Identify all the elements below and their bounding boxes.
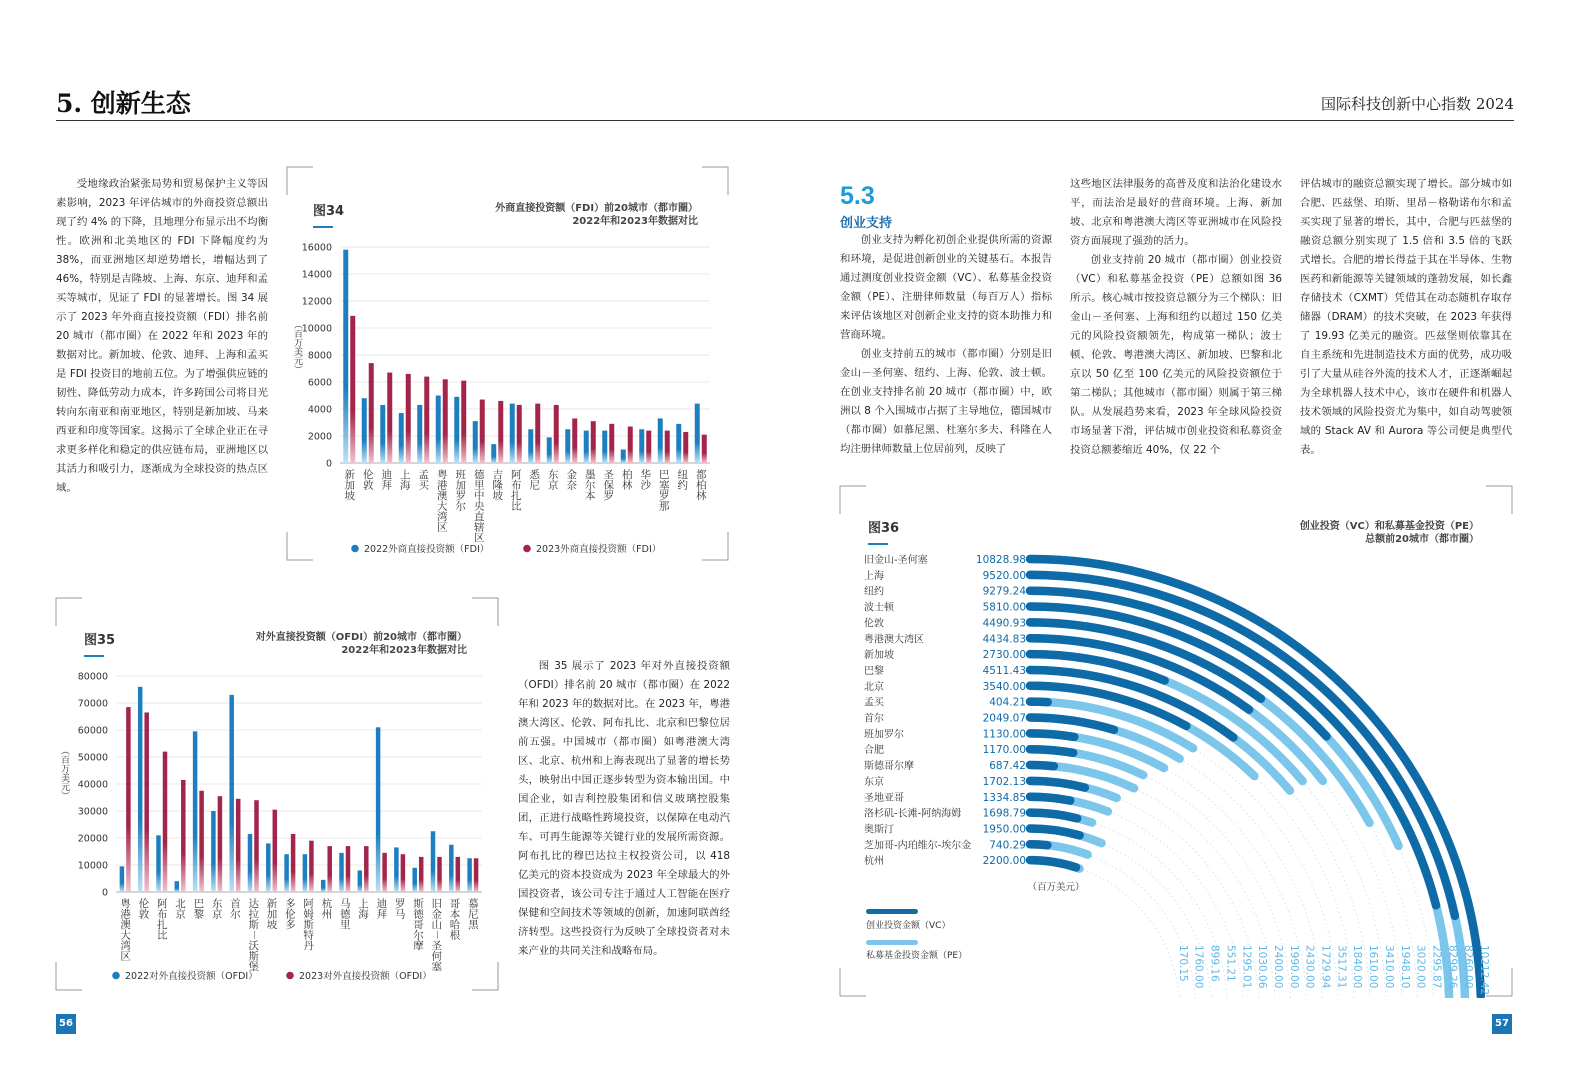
col1-paragraph-2: 创业支持前五的城市（都市圈）分别是旧金山－圣何塞、纽约、上海、伦敦、波士顿。在创业支持排名前 20 城市（都市圈）中，欧洲以 8 个入围城市占据了主导地位，德国城市（都市圈）如慕尼黑、杜塞尔多夫、科隆在人均注册律师数量上位居前列，反映了 <box>840 348 1052 455</box>
y-tick-label: 70000 <box>77 698 108 710</box>
x-category-label: 纽约 <box>676 469 689 490</box>
x-category-label: 新加坡 <box>343 469 356 501</box>
bar-2023-17 <box>665 431 670 463</box>
bar-2022-11 <box>321 880 326 892</box>
bar-2022-15 <box>394 847 399 892</box>
legend-pe-swatch <box>866 940 918 945</box>
pe-value-label: 10212.42 <box>1478 945 1490 996</box>
bar-2022-12 <box>339 853 344 892</box>
figure-34-subtitle: 2022年和2023年数据对比 <box>572 216 698 227</box>
arc-vc-17 <box>1030 828 1080 835</box>
vc-value-label: 4511.43 <box>982 664 1026 677</box>
legend-label: 2023外商直接投资额（FDI） <box>536 544 662 555</box>
city-label: 班加罗尔 <box>864 729 904 741</box>
x-category-label: 多伦多 <box>283 898 296 930</box>
pe-value-label: 8299.26 <box>1446 945 1459 989</box>
vc-value-label: 404.21 <box>989 696 1026 709</box>
y-tick-label: 10000 <box>301 323 332 335</box>
x-category-label: 迪拜 <box>380 469 393 490</box>
x-category-label: 迪拜 <box>375 898 388 919</box>
vc-value-label: 4490.93 <box>982 617 1026 630</box>
pe-value-label: 1990.00 <box>1287 945 1300 989</box>
bar-2022-19 <box>695 404 700 463</box>
pe-value-label: 551.21 <box>1224 945 1237 982</box>
vc-value-label: 5810.00 <box>982 601 1026 614</box>
bar-2023-17 <box>437 857 442 892</box>
figure-36 <box>838 484 1514 998</box>
bar-2023-2 <box>387 373 392 463</box>
report-title: 国际科技创新中心指数 2024 <box>1321 95 1514 113</box>
bar-2023-14 <box>609 424 614 463</box>
arc-vc-16 <box>1030 813 1077 819</box>
page-number-left: 56 <box>56 1014 76 1034</box>
bar-2023-6 <box>236 799 241 892</box>
bar-2022-14 <box>376 727 381 892</box>
x-category-label: 墨尔本 <box>583 469 596 501</box>
ofdi-text <box>518 657 730 961</box>
bar-2023-10 <box>535 404 540 463</box>
bar-2022-15 <box>621 450 626 464</box>
x-category-label: 杭州 <box>320 898 333 919</box>
city-label: 巴黎 <box>864 665 884 677</box>
bar-2023-4 <box>199 791 204 892</box>
bar-2022-18 <box>449 845 454 892</box>
x-category-label: 巴塞罗那 <box>657 469 670 511</box>
bar-2022-0 <box>343 250 348 463</box>
x-category-label: 旧金山－圣何塞 <box>430 898 443 972</box>
bar-2023-15 <box>401 854 406 892</box>
vc-value-label: 1334.85 <box>982 791 1026 804</box>
figure-34 <box>285 165 730 562</box>
text-column-3 <box>1300 175 1512 460</box>
vc-value-label: 4434.83 <box>982 633 1026 646</box>
y-axis-label: （百万美元） <box>292 320 302 374</box>
legend-pe-label: 私募基金投资金额（PE） <box>866 951 968 961</box>
x-category-label: 罗马 <box>393 898 406 919</box>
vc-value-label: 1950.00 <box>982 823 1026 836</box>
bar-2023-0 <box>350 316 355 463</box>
page-number-right: 57 <box>1492 1014 1512 1034</box>
bar-2022-10 <box>528 429 533 463</box>
bar-2023-15 <box>628 427 633 463</box>
bar-2023-9 <box>517 405 522 463</box>
x-category-label: 慕尼黑 <box>466 898 479 930</box>
bar-2022-1 <box>362 398 367 463</box>
bar-2022-4 <box>417 405 422 463</box>
bar-2022-4 <box>193 731 198 892</box>
x-category-label: 新加坡 <box>265 898 278 930</box>
bar-2022-3 <box>399 413 404 463</box>
city-label: 合肥 <box>864 745 884 757</box>
pe-value-label: 899.16 <box>1208 945 1221 982</box>
bar-2022-19 <box>467 858 472 892</box>
vc-value-label: 3540.00 <box>982 680 1026 693</box>
bar-2023-7 <box>480 400 485 463</box>
y-tick-label: 0 <box>101 887 108 899</box>
bar-2023-8 <box>273 810 278 892</box>
bar-2023-1 <box>144 712 149 892</box>
figure-35 <box>54 596 500 992</box>
bar-2022-1 <box>138 687 143 892</box>
bar-2023-2 <box>163 752 168 892</box>
y-tick-label: 12000 <box>301 296 332 308</box>
arc-vc-13 <box>1030 765 1054 766</box>
section-number: 5.3 <box>840 182 875 210</box>
arc-vc-14 <box>1030 781 1085 788</box>
legend-vc-label: 创业投资金额（VC） <box>866 921 951 931</box>
city-label: 旧金山-圣何塞 <box>864 555 928 566</box>
figure-35-subtitle: 2022年和2023年数据对比 <box>341 645 467 656</box>
x-category-label: 巴黎 <box>192 898 205 919</box>
x-category-label: 首尔 <box>228 898 241 919</box>
bar-2023-11 <box>554 405 559 463</box>
city-label: 首尔 <box>864 713 884 725</box>
bar-2022-5 <box>436 396 441 464</box>
bar-2023-6 <box>461 381 466 463</box>
figure-34-label: 图34 <box>313 204 345 219</box>
x-category-label: 东京 <box>210 898 223 919</box>
figure-36-subtitle: 总额前20城市（都市圈） <box>1365 534 1479 545</box>
city-label: 杭州 <box>864 856 884 868</box>
bar-2023-5 <box>443 379 448 463</box>
y-axis-label: （百万美元） <box>59 746 69 800</box>
vc-value-label: 1702.13 <box>982 775 1026 788</box>
x-category-label: 阿布扎比 <box>509 469 522 511</box>
col2-paragraph-1: 这些地区法律服务的高普及度和法治化建设水平，而法治是最好的营商环境。上海、新加坡、北京和粤港澳大湾区等亚洲城市在风险投资方面展现了强劲的活力。 <box>1070 178 1282 247</box>
bar-2022-6 <box>454 397 459 463</box>
header-rule <box>56 120 1514 121</box>
x-category-label: 达拉斯－沃斯堡 <box>247 898 260 972</box>
x-category-label: 德里中央直辖区 <box>472 469 485 543</box>
bar-2022-17 <box>658 418 663 463</box>
legend-label: 2022外商直接投资额（FDI） <box>364 544 490 555</box>
x-category-label: 马德里 <box>338 898 351 930</box>
x-category-label: 孟买 <box>417 469 430 490</box>
pe-value-label: 3020.00 <box>1414 945 1427 989</box>
bar-2022-6 <box>229 695 234 892</box>
pe-value-label: 2295.87 <box>1430 945 1443 989</box>
bar-2023-3 <box>181 780 186 892</box>
y-tick-label: 14000 <box>301 269 332 281</box>
city-label: 孟买 <box>864 697 884 709</box>
bar-2023-11 <box>327 846 332 892</box>
city-label: 北京 <box>864 681 884 693</box>
city-label: 粤港澳大湾区 <box>864 634 924 646</box>
legend-dot <box>286 972 294 980</box>
bar-2022-8 <box>491 444 496 463</box>
bar-2022-18 <box>676 424 681 463</box>
x-category-label: 东京 <box>546 469 559 490</box>
bar-2022-16 <box>639 429 644 463</box>
legend-label: 2023对外直接投资额（OFDI） <box>299 971 432 982</box>
bar-2023-19 <box>702 435 707 463</box>
y-tick-label: 30000 <box>77 806 108 818</box>
legend-dot <box>351 545 359 553</box>
x-category-label: 悉尼 <box>528 469 541 490</box>
pe-value-label: 1729.94 <box>1319 945 1332 989</box>
pe-value-label: 2430.00 <box>1303 945 1316 989</box>
pe-value-label: 3410.00 <box>1382 945 1395 989</box>
text-column-2 <box>1070 175 1282 460</box>
bar-2023-18 <box>456 857 461 892</box>
x-category-label: 哥本哈根 <box>448 898 461 940</box>
bar-2022-16 <box>412 868 417 892</box>
y-tick-label: 4000 <box>307 404 332 416</box>
bar-2022-2 <box>156 835 161 892</box>
vc-value-label: 2049.07 <box>982 712 1026 725</box>
arc-vc-11 <box>1030 733 1074 737</box>
x-category-label: 北京 <box>174 898 187 919</box>
bar-2022-12 <box>565 429 570 463</box>
city-label: 奥斯汀 <box>864 824 894 836</box>
bar-2023-12 <box>346 846 351 892</box>
city-label: 洛杉矶-长滩-阿纳海姆 <box>864 808 962 820</box>
arc-vc-9 <box>1030 702 1048 703</box>
x-category-label: 上海 <box>398 469 411 490</box>
bar-2022-17 <box>431 831 436 892</box>
vc-value-label: 9279.24 <box>982 585 1026 598</box>
bar-2023-13 <box>591 421 596 463</box>
x-category-label: 柏林 <box>620 469 633 490</box>
bar-2023-0 <box>126 707 130 892</box>
x-category-label: 金奈 <box>565 469 578 490</box>
figure-36-label: 图36 <box>868 521 900 536</box>
city-label: 斯德哥尔摩 <box>864 761 914 773</box>
x-category-label: 粤港澳大湾区 <box>119 898 132 961</box>
y-tick-label: 50000 <box>77 752 108 764</box>
pe-value-label: 1760.00 <box>1192 945 1205 989</box>
bar-2023-9 <box>291 834 296 892</box>
arc-vc-18 <box>1030 844 1047 845</box>
y-tick-label: 60000 <box>77 725 108 737</box>
col2-paragraph-2: 创业支持前 20 城市（都市圈）创业投资（VC）和私募基金投资（PE）总额如图 36 所示。核心城市按投资总额分为三个梯队：旧金山－圣何塞、上海和纽约以超过 150 亿美元的风险投资额领先，构成第一梯队；波士顿、伦敦、粤港澳大湾区、新加坡、巴黎和北京以 50 亿至 100 亿美元的风险投资额位于第二梯队；其他城市（都市圈）则属于第三梯队。从发展趋势来看，2023 年全球风险投资市场显著下滑，评估城市创业投资和私募资金投资总额萎缩近 40%，仅 22 个 <box>1070 254 1282 456</box>
y-tick-label: 0 <box>325 458 332 470</box>
bar-2023-7 <box>254 800 259 892</box>
bar-2022-2 <box>380 405 385 463</box>
x-category-label: 圣保罗 <box>602 469 615 501</box>
arc-vc-15 <box>1030 797 1070 801</box>
vc-value-label: 2730.00 <box>982 649 1026 662</box>
bar-2023-16 <box>646 431 651 463</box>
city-label: 芝加哥-内珀维尔-埃尔金 <box>864 840 972 852</box>
vc-value-label: 2200.00 <box>982 855 1026 868</box>
vc-value-label: 9520.00 <box>982 569 1026 582</box>
legend-dot <box>112 972 120 980</box>
pe-value-label: 170.15 <box>1176 945 1189 982</box>
x-category-label: 都柏林 <box>694 469 707 501</box>
pe-value-label: 2400.00 <box>1271 945 1284 989</box>
chapter-title: 5. 创新生态 <box>56 89 191 118</box>
x-category-label: 吉隆坡 <box>491 469 504 501</box>
x-category-label: 华沙 <box>639 469 652 490</box>
arc-vc-12 <box>1030 749 1073 753</box>
bar-2022-14 <box>602 431 607 463</box>
bar-2022-11 <box>547 437 552 463</box>
x-category-label: 阿姆斯特丹 <box>302 898 315 951</box>
bar-2022-13 <box>358 870 363 892</box>
bar-2023-19 <box>474 858 479 892</box>
bar-2023-10 <box>309 841 314 892</box>
city-label: 纽约 <box>864 586 884 598</box>
bar-2023-14 <box>382 853 387 892</box>
figure-36-unit: （百万美元） <box>1027 882 1085 893</box>
city-label: 圣地亚哥 <box>864 792 904 804</box>
city-label: 上海 <box>864 570 884 582</box>
y-tick-label: 6000 <box>307 377 332 389</box>
bar-2023-16 <box>419 857 424 892</box>
pe-value-label: 8260.00 <box>1462 945 1475 989</box>
figure-35-title: 对外直接投资额（OFDI）前20城市（都市圈） <box>255 632 467 643</box>
x-category-label: 斯德哥尔摩 <box>411 898 424 951</box>
bar-2023-4 <box>424 377 429 463</box>
section-title: 创业支持 <box>840 216 893 231</box>
bar-2023-3 <box>406 374 411 463</box>
pe-value-label: 3517.31 <box>1335 945 1348 989</box>
legend-vc-swatch <box>866 909 918 914</box>
col3-paragraph-1: 评估城市的融资总额实现了增长。部分城市如合肥、匹兹堡、珀斯、里昂－格勒诺布尔和孟买实现了显著的增长，其中，合肥与匹兹堡的融资总额分别实现了 1.5 倍和 3.5 倍的飞跃式增长。合肥的增长得益于其在半导体、生物医药和新能源等关键领域的蓬勃发展，如长鑫存储技术（CXMT）凭借其在动态随机存取存储器（DRAM）的技术突破，在 2023 年获得了 19.93 亿美元的融资。匹兹堡则依靠其在自主系统和先进制造技术方面的优势，成功吸引了大量从硅谷外流的技术人才，正逐渐崛起为全球机器人技术中心，该市在硬件和机器人技术领域的风险投资尤为集中，如自动驾驶领域的 Stack AV 和 Aurora 等公司便是典型代表。 <box>1300 178 1512 456</box>
bar-2023-1 <box>369 363 374 463</box>
x-category-label: 伦敦 <box>361 469 374 490</box>
bar-2022-7 <box>248 834 253 892</box>
bar-2022-9 <box>284 854 289 892</box>
y-tick-label: 80000 <box>77 671 108 683</box>
bar-2023-13 <box>364 846 369 892</box>
bar-2023-12 <box>572 418 577 463</box>
x-category-label: 班加罗尔 <box>454 469 467 511</box>
bar-2022-10 <box>303 854 308 892</box>
x-category-label: 阿布扎比 <box>155 898 168 940</box>
pe-value-label: 1295.01 <box>1240 945 1253 989</box>
bar-2023-5 <box>218 796 223 892</box>
y-tick-label: 40000 <box>77 779 108 791</box>
bar-2023-18 <box>683 432 688 463</box>
arc-track <box>1030 844 1196 998</box>
x-category-label: 粤港澳大湾区 <box>435 469 448 532</box>
y-tick-label: 16000 <box>301 242 332 254</box>
y-tick-label: 8000 <box>307 350 332 362</box>
bar-2022-9 <box>510 404 515 463</box>
y-tick-label: 20000 <box>77 833 108 845</box>
legend-dot <box>523 545 531 553</box>
x-category-label: 伦敦 <box>137 898 150 919</box>
bar-2022-7 <box>473 421 478 463</box>
vc-value-label: 1170.00 <box>982 744 1026 757</box>
arc-vc-10 <box>1030 718 1114 730</box>
vc-value-label: 10828.98 <box>975 554 1026 566</box>
pe-value-label: 1610.00 <box>1367 945 1380 989</box>
text-column-1 <box>840 231 1052 459</box>
city-label: 新加坡 <box>864 650 894 662</box>
arc-vc-19 <box>1030 860 1076 867</box>
bar-2022-0 <box>120 866 125 892</box>
pe-value-label: 1030.06 <box>1256 945 1269 989</box>
city-label: 东京 <box>864 776 884 788</box>
pe-value-label: 1948.10 <box>1398 945 1411 989</box>
city-label: 波士顿 <box>864 602 894 614</box>
bar-2022-3 <box>175 881 180 892</box>
bar-2022-5 <box>211 811 216 892</box>
legend-label: 2022对外直接投资额（OFDI） <box>125 971 258 982</box>
vc-value-label: 1130.00 <box>982 728 1026 741</box>
fdi-intro-text <box>56 175 268 498</box>
vc-value-label: 1698.79 <box>982 807 1026 820</box>
figure-34-title: 外商直接投资额（FDI）前20城市（都市圈） <box>495 203 698 214</box>
city-label: 伦敦 <box>864 618 884 630</box>
figure-36-title: 创业投资（VC）和私募基金投资（PE） <box>1299 521 1479 532</box>
bar-2023-8 <box>498 401 503 463</box>
arc-track <box>1030 860 1180 998</box>
vc-value-label: 687.42 <box>989 760 1026 773</box>
col1-paragraph-1: 创业支持为孵化初创企业提供所需的资源和环境，是促进创新创业的关键基石。本报告通过测度创业投资金额（VC）、私募基金投资金额（PE）、注册律师数量（每百万人）指标来评估该地区对创新企业支持的资本助推力和营商环境。 <box>840 234 1052 341</box>
bar-2022-8 <box>266 843 271 892</box>
fdi-intro-paragraph: 受地缘政治紧张局势和贸易保护主义等因素影响，2023 年评估城市的外商投资总额出现了约 4% 的下降，且地理分布显示出不均衡性。欧洲和北美地区的 FDI 下降幅度约为 38%，而亚洲地区却逆势增长，增幅达到了 46%，特别是吉隆坡、上海、东京、迪拜和孟买等城市，见证了 FDI 的显著增长。图 34 展示了 2023 年外商直接投资额（FDI）排名前 20 城市（都市圈）在 2022 年和 2023 年的数据对比。新加坡、伦敦、迪拜、上海和孟买是 FDI 投资目的地前五位。为了增强供应链的韧性、降低劳动力成本，许多跨国公司将目光转向东南亚和南亚地区，特别是新加坡、马来西亚和印度等国家。这揭示了全球企业正在寻求更多样化和稳定的供应链布局，亚洲地区以其活力和吸引力，逐渐成为全球投资的热点区域。 <box>56 178 268 494</box>
figure-35-label: 图35 <box>84 633 116 648</box>
pe-value-label: 1840.00 <box>1351 945 1364 989</box>
y-tick-label: 10000 <box>77 860 108 872</box>
x-category-label: 上海 <box>357 898 370 919</box>
bar-2022-13 <box>584 431 589 463</box>
vc-value-label: 740.29 <box>989 839 1026 852</box>
ofdi-paragraph: 图 35 展示了 2023 年对外直接投资额（OFDI）排名前 20 城市（都市圈）在 2022 年和 2023 年的数据对比。在 2023 年，粤港澳大湾区、伦敦、阿布扎比、北京和巴黎位居前五强。中国城市（都市圈）如粤港澳大湾区、北京、杭州和上海表现出了显著的增长势头，映射出中国正逐步转型为资本输出国。中国企业，如吉利控股集团和信义玻璃控股集团，正进行战略性跨境投资，以保障在电动汽车、可再生能源等关键行业的发展所需资源。阿布扎比的穆巴达拉主权投资公司，以 418 亿美元的资本投资成为 2023 年全球最大的外国投资者，该公司专注于通过人工智能在医疗保健和空间技术等领域的创新，加速阿联酋经济转型。这些投资行为反映了全球投资者对未来产业的共同关注和战略布局。 <box>518 660 730 957</box>
y-tick-label: 2000 <box>307 431 332 443</box>
